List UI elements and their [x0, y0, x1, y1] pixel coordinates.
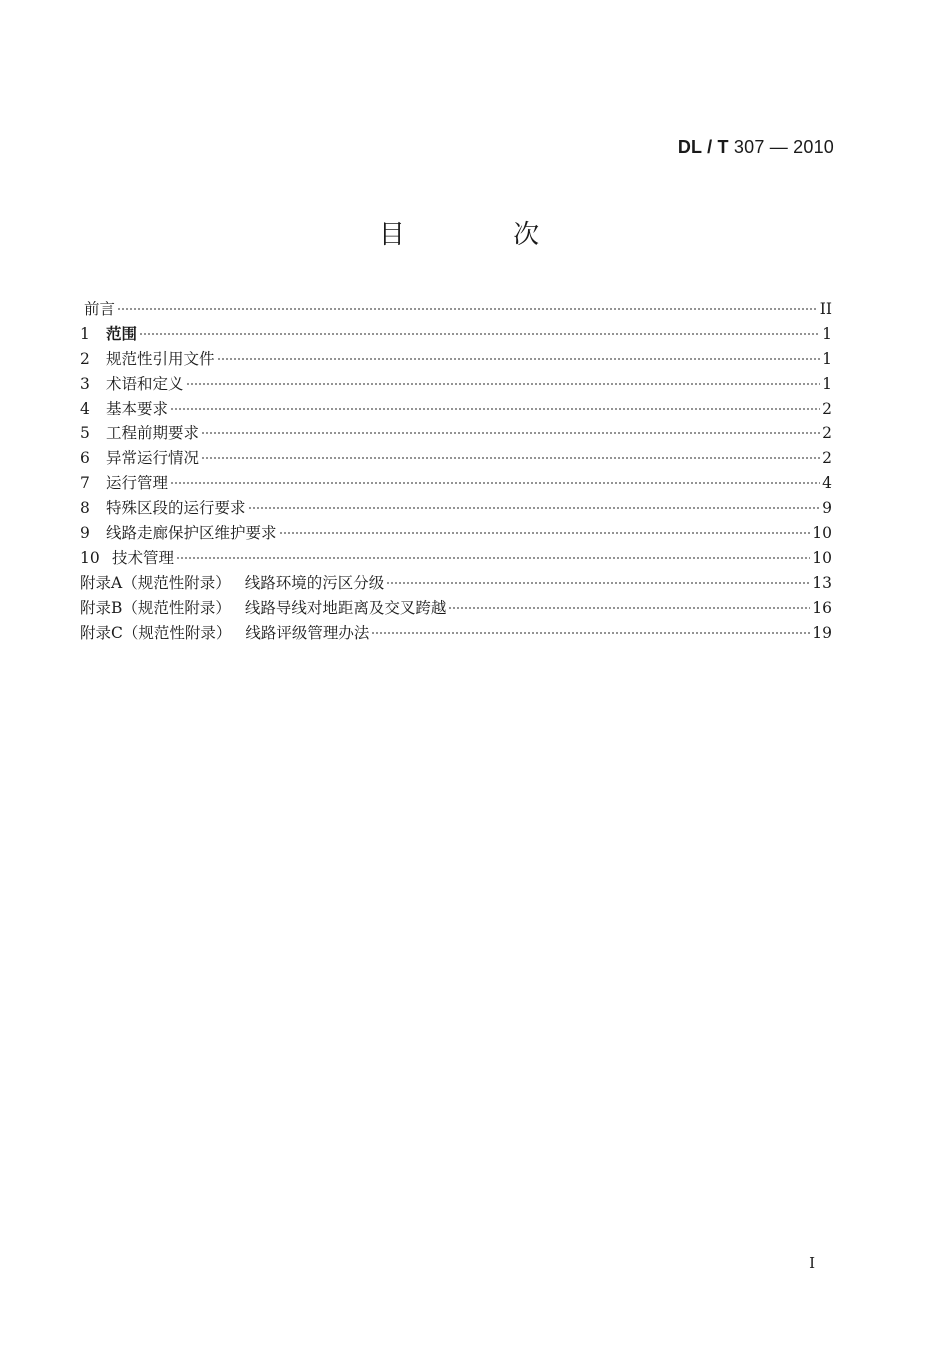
toc-entry-page: 2	[822, 424, 832, 443]
table-of-contents	[80, 297, 832, 645]
toc-entry-number: 8	[80, 499, 90, 518]
toc-leader-dots	[371, 632, 810, 634]
toc-leader-dots	[170, 408, 820, 410]
standard-prefix: DL / T	[677, 137, 729, 157]
toc-entry-page: 9	[822, 499, 832, 518]
toc-entry-page: 1	[822, 349, 832, 368]
toc-entry-1[interactable]	[80, 322, 832, 347]
toc-entry-number: 附录A（规范性附录）	[80, 573, 231, 592]
toc-entry-appendix-c[interactable]	[80, 621, 832, 646]
toc-entry-page: 2	[822, 449, 832, 468]
toc-entry-label: 前言	[84, 300, 116, 318]
toc-entry-number: 3	[80, 374, 90, 393]
toc-entry-page: 2	[822, 399, 832, 418]
toc-entry-label: 运行管理	[106, 474, 169, 493]
toc-entry-number: 7	[80, 474, 90, 493]
toc-leader-dots	[176, 557, 810, 559]
toc-title: 目 次	[378, 220, 590, 250]
toc-leader-dots	[201, 457, 820, 459]
toc-entry-label: 范围	[106, 323, 138, 343]
toc-leader-dots	[117, 308, 818, 310]
toc-entry-label: 基本要求	[106, 399, 169, 418]
toc-entry-number: 5	[80, 424, 90, 443]
toc-entry-number: 附录C（规范性附录）	[80, 623, 232, 642]
toc-entry-appendix-a[interactable]	[80, 571, 832, 596]
standard-number: 307 — 2010	[733, 137, 834, 157]
toc-entry-page: 19	[812, 623, 832, 642]
toc-entry-4[interactable]	[80, 397, 832, 422]
toc-entry-label: 技术管理	[112, 548, 175, 567]
toc-entry-8[interactable]	[80, 496, 832, 521]
toc-entry-preface[interactable]	[80, 297, 832, 322]
toc-leader-dots	[170, 482, 820, 484]
toc-entry-label: 线路环境的污区分级	[244, 573, 385, 592]
toc-entry-label: 线路走廊保护区维护要求	[106, 524, 277, 543]
toc-entry-label: 术语和定义	[106, 374, 184, 393]
toc-leader-dots	[186, 383, 820, 385]
toc-entry-7[interactable]	[80, 471, 832, 496]
toc-leader-dots	[217, 358, 820, 360]
toc-entry-number: 6	[80, 449, 90, 468]
toc-entry-label: 工程前期要求	[106, 424, 200, 443]
toc-entry-appendix-b[interactable]	[80, 596, 832, 621]
toc-entry-page: 10	[812, 548, 832, 567]
toc-entry-6[interactable]	[80, 446, 832, 471]
toc-entry-number: 2	[80, 349, 90, 368]
toc-entry-number: 4	[80, 399, 90, 418]
toc-entry-3[interactable]	[80, 372, 832, 397]
toc-entry-10[interactable]	[80, 546, 832, 571]
toc-leader-dots	[139, 333, 820, 335]
page-number: I	[809, 1254, 815, 1272]
standard-code	[678, 137, 834, 158]
toc-entry-page: 1	[822, 374, 832, 393]
toc-entry-5[interactable]	[80, 421, 832, 446]
toc-entry-page: 16	[812, 598, 832, 617]
toc-entry-number: 附录B（规范性附录）	[80, 598, 231, 617]
toc-leader-dots	[386, 582, 810, 584]
toc-entry-page: II	[819, 300, 832, 318]
toc-entry-page: 13	[812, 573, 832, 592]
toc-entry-label: 异常运行情况	[106, 449, 200, 468]
toc-entry-label: 线路导线对地距离及交叉跨越	[244, 598, 447, 617]
toc-entry-9[interactable]	[80, 521, 832, 546]
toc-entry-page: 1	[822, 324, 832, 343]
toc-entry-label: 规范性引用文件	[106, 349, 215, 368]
toc-leader-dots	[279, 532, 811, 534]
toc-leader-dots	[248, 507, 820, 509]
toc-leader-dots	[201, 432, 820, 434]
toc-entry-number: 1	[80, 324, 90, 343]
toc-entry-number: 10	[80, 548, 100, 567]
toc-entry-label: 特殊区段的运行要求	[106, 499, 246, 518]
toc-entry-label: 线路评级管理办法	[245, 623, 370, 642]
toc-entry-page: 10	[812, 524, 832, 543]
toc-entry-2[interactable]	[80, 347, 832, 372]
toc-entry-page: 4	[822, 474, 832, 493]
toc-entry-number: 9	[80, 524, 90, 543]
toc-leader-dots	[448, 607, 810, 609]
